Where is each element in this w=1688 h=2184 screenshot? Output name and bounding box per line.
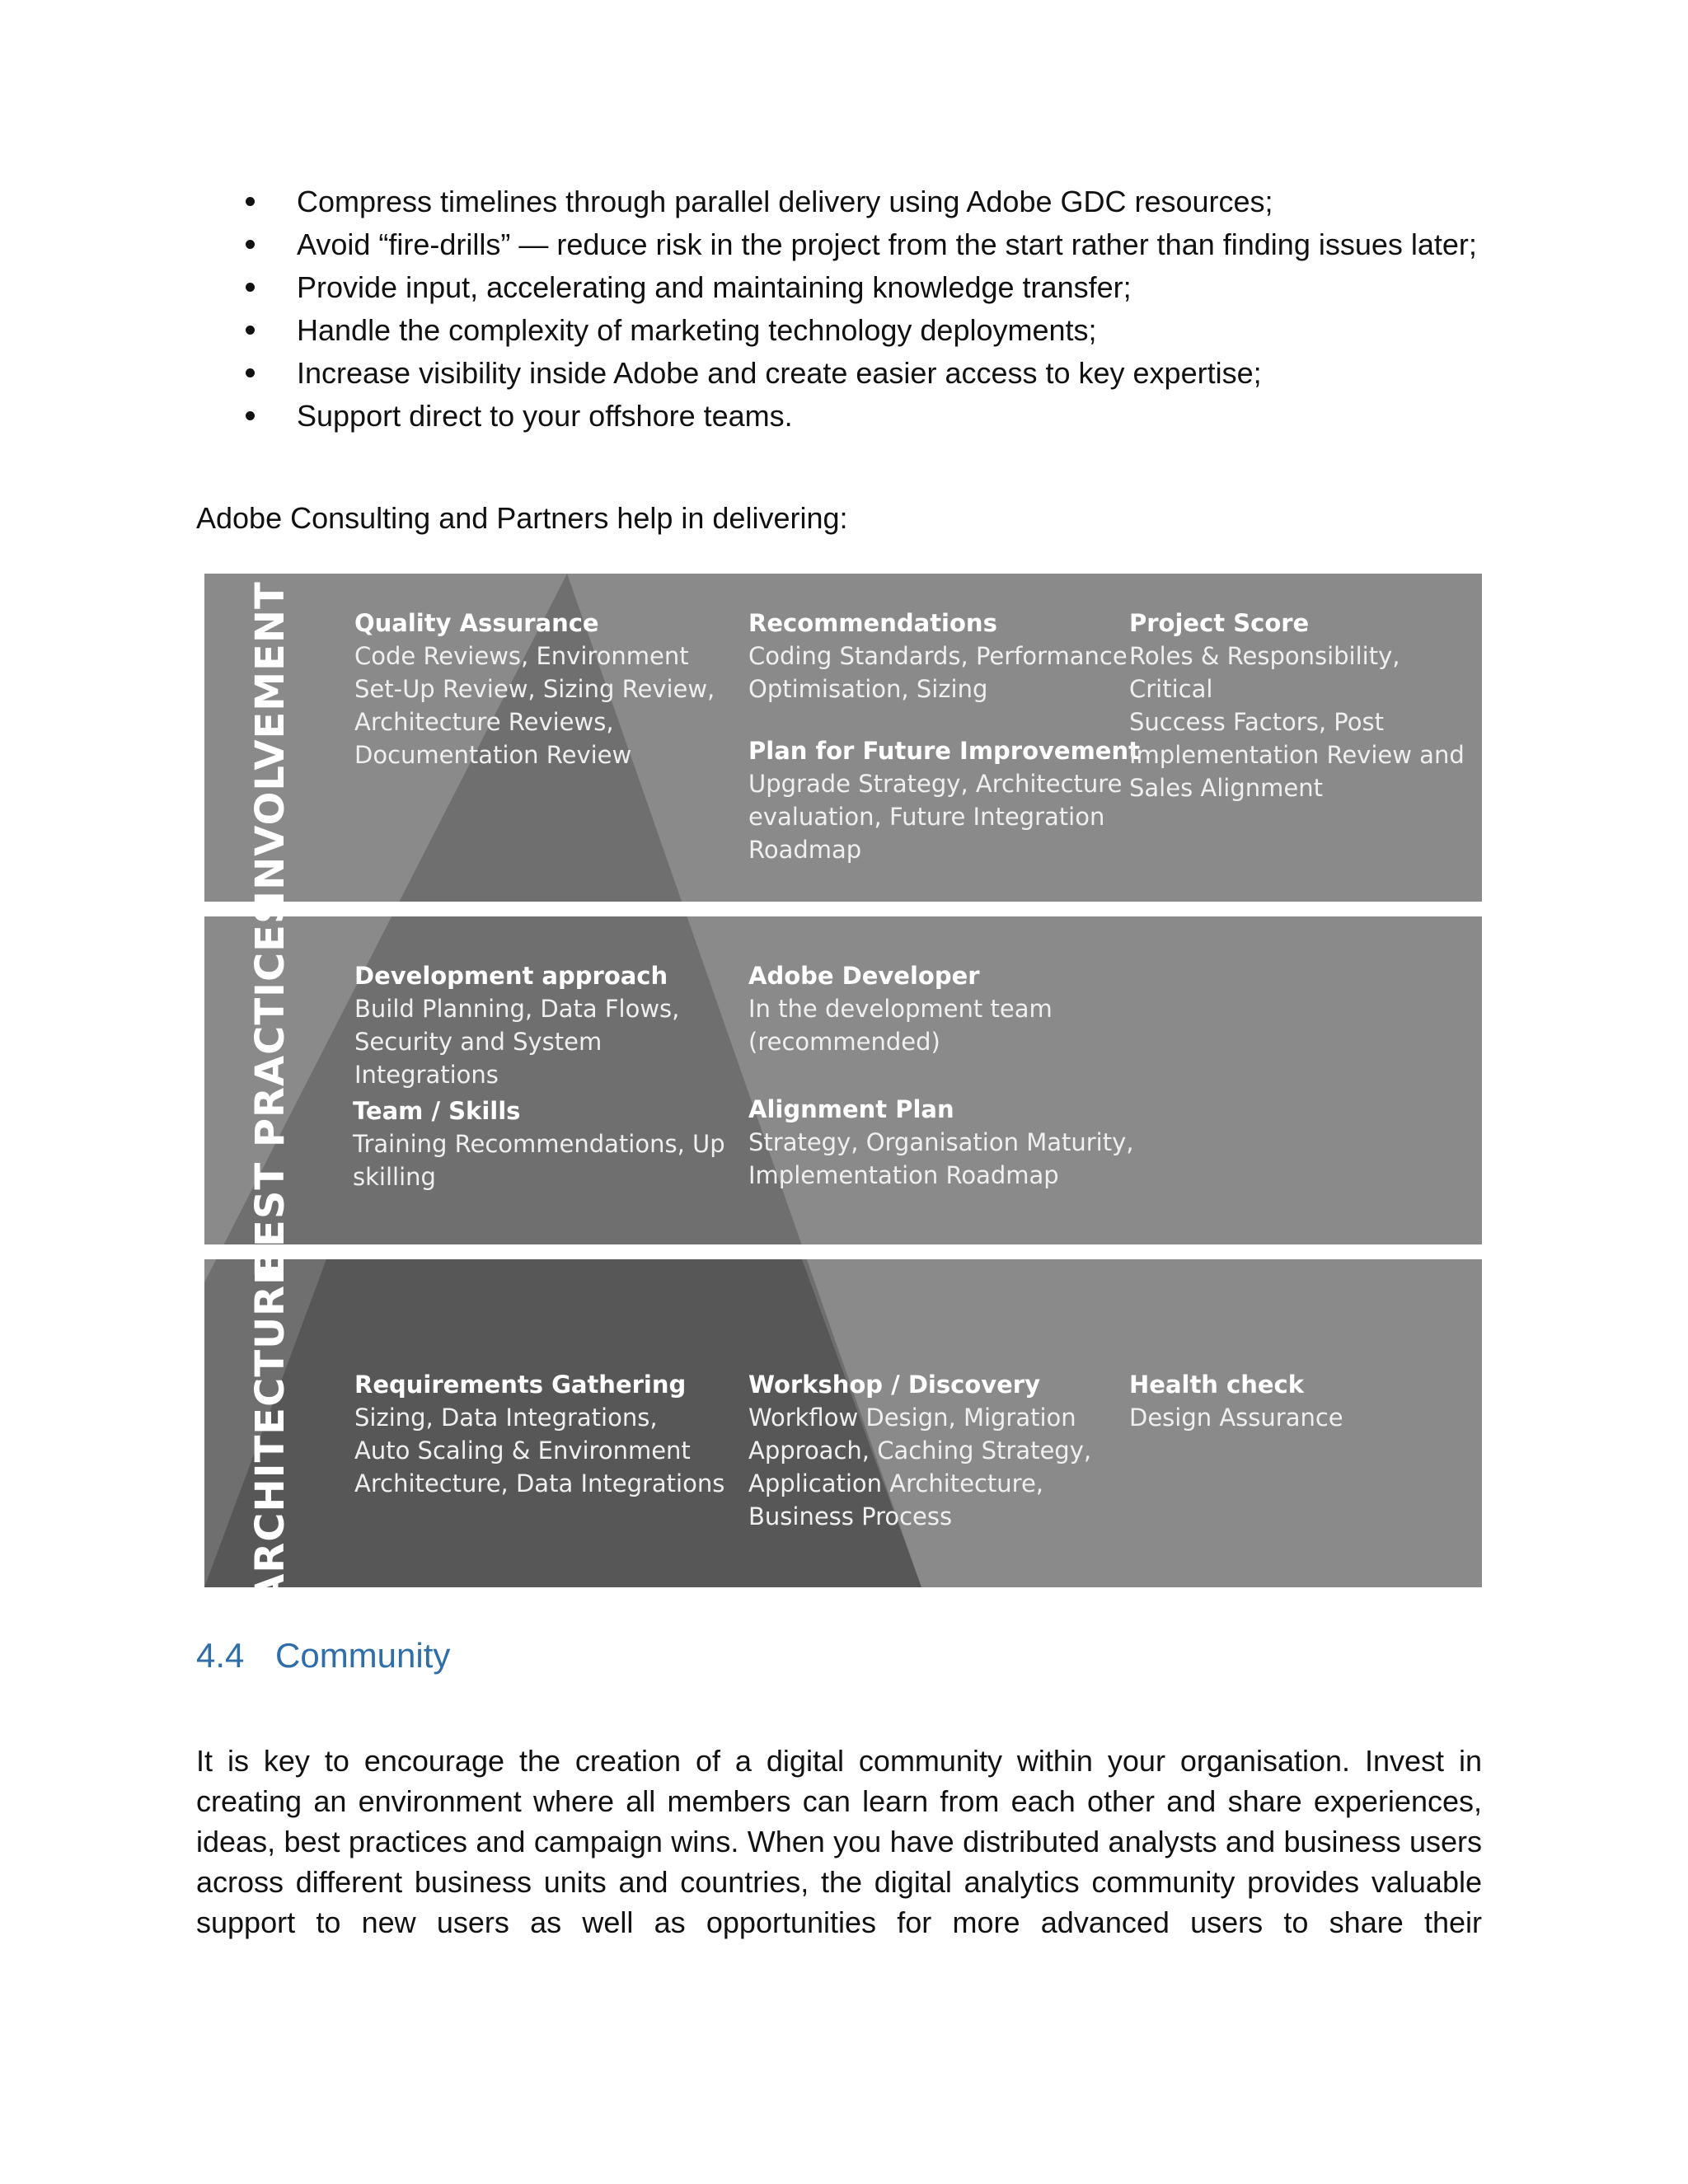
bullet-item [196,310,1482,350]
bullet-text: Handle the complexity of marketing technology deployments; [297,313,1097,347]
cell-body: Code Reviews, Environment Set-Up Review, Sizing Review, Architecture Reviews, Documentation Review [354,642,715,769]
cell-body: Sizing, Data Integrations, Auto Scaling & Environment Architecture, Data Integrations [354,1404,725,1497]
cell-workshop-discovery [748,1368,1091,1533]
bullet-text: Compress timelines through parallel delivery using Adobe GDC resources; [297,185,1273,218]
bullet-dot-icon [246,197,255,206]
bullet-list [196,181,1482,438]
cell-heading: Health check [1129,1371,1305,1399]
cell-requirements-gathering [354,1368,724,1500]
bullet-dot-icon [246,411,255,420]
bullet-dot-icon [246,283,255,292]
bullet-text: Provide input, accelerating and maintaining knowledge transfer; [297,270,1132,304]
bullet-dot-icon [246,368,255,377]
bullet-item [196,224,1482,265]
cell-body: Build Planning, Data Flows, Security and System Integrations [354,995,680,1089]
cell-heading: Requirements Gathering [354,1371,687,1399]
body-paragraph: It is key to encourage the creation of a digital community within your organisation. Invest in creating an environment where all members can learn from each other and share experiences, ideas, best practices and campaign wins. When you have distributed analysts and business users across different business units and countries, the digital analytics community provides valuable support to new users as well as opportunities for more advanced users to share their [196,1744,1482,1939]
cell-development-approach [354,959,679,1091]
cell-project-score [1129,607,1482,804]
cell-heading: Recommendations [748,609,997,637]
bullet-text: Avoid “fire-drills” — reduce risk in the project from the start rather than finding issues later; [297,227,1477,261]
cell-body: Coding Standards, Performance Optimisation, Sizing [748,642,1128,703]
cell-body: Training Recommendations, Up skilling [353,1130,725,1191]
bullet-text: Support direct to your offshore teams. [297,399,793,433]
cell-adobe-developer [748,959,1053,1058]
cell-heading: Team / Skills [353,1097,521,1125]
row-label-involvement: INVOLVEMENT [247,581,293,906]
row-label-architecture: ARCHITECTURE [247,1257,293,1605]
bullet-dot-icon [246,326,255,335]
cell-quality-assurance [354,607,715,771]
cell-body: Roles & Responsibility, Critical Success Factors, Post Implementation Review and Sales Alignment [1129,642,1465,802]
cell-heading: Workshop / Discovery [748,1371,1041,1399]
cell-heading: Project Score [1129,609,1310,637]
cell-body: In the development team (recommended) [748,995,1053,1056]
cell-heading: Adobe Developer [748,962,980,990]
section-number: 4.4 [196,1636,245,1675]
bullet-item [196,396,1482,436]
cell-body: Design Assurance [1129,1404,1343,1432]
cell-heading: Plan for Future Improvement [748,737,1140,765]
cell-heading: Development approach [354,962,668,990]
section-title: Community [275,1636,451,1675]
cell-body: Upgrade Strategy, Architecture evaluation, Future Integration Roadmap [748,770,1123,864]
cell-body: Workflow Design, Migration Approach, Caching Strategy, Application Architecture, Business Process [748,1404,1092,1530]
services-diagram [204,574,1482,1605]
cell-heading: Quality Assurance [354,609,599,637]
cell-plan-future-improvement [748,734,1140,866]
bullet-item [196,353,1482,393]
row-label-best-practices: BEST PRACTICES [247,894,293,1278]
cell-recommendations [748,607,1128,705]
cell-health-check [1129,1368,1343,1434]
cell-alignment-plan [748,1093,1133,1192]
intro-text: Adobe Consulting and Partners help in delivering: [196,501,848,535]
bullet-item [196,267,1482,307]
cell-body: Strategy, Organisation Maturity, Implementation Roadmap [748,1128,1134,1189]
section-heading [196,1636,450,1675]
bullet-text: Increase visibility inside Adobe and create easier access to key expertise; [297,356,1262,390]
cell-heading: Alignment Plan [748,1095,954,1123]
bullet-dot-icon [246,240,255,249]
bullet-item [196,181,1482,222]
cell-team-skills [353,1094,725,1193]
